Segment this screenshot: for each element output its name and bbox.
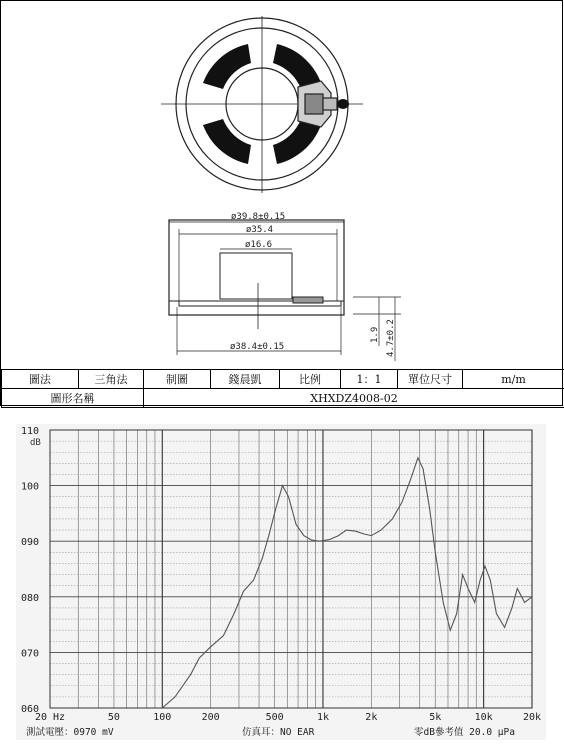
y-tick-label: 100 bbox=[21, 481, 40, 493]
vent-slot bbox=[273, 44, 321, 89]
y-tick-label: 110 bbox=[21, 426, 40, 437]
dim-height-small: 1.9 bbox=[370, 326, 380, 343]
vent-slot bbox=[203, 44, 251, 89]
x-tick-label: 200 bbox=[201, 712, 220, 723]
footer-test-voltage: 測試電壓：0970 mV bbox=[26, 727, 114, 738]
vent-slot bbox=[203, 119, 251, 164]
x-tick-label: 2k bbox=[365, 712, 378, 723]
frequency-response-svg bbox=[16, 424, 546, 740]
vent-slot bbox=[273, 119, 321, 164]
footer-zero-db-reference: 零dB參考值 20.0 μPa bbox=[414, 727, 515, 738]
title-block-row-2 bbox=[2, 389, 564, 408]
y-tick-labels bbox=[21, 426, 39, 715]
frequency-response-chart bbox=[16, 424, 546, 740]
x-tick-label: 10k bbox=[474, 712, 493, 723]
speaker-side-view bbox=[169, 220, 401, 361]
x-tick-labels bbox=[35, 712, 541, 723]
magnet-outline bbox=[220, 253, 292, 299]
speaker-top-view bbox=[161, 16, 363, 193]
x-tick-label: 1k bbox=[316, 712, 329, 723]
dim-magnet-dia: ø16.6 bbox=[245, 240, 273, 250]
y-tick-label: 060 bbox=[21, 704, 40, 715]
value-projection: 三角法 bbox=[79, 370, 144, 389]
y-tick-label: 080 bbox=[21, 592, 40, 604]
value-scale: 1：1 bbox=[341, 370, 398, 389]
dim-inner-dia: ø35.4 bbox=[246, 225, 274, 235]
value-unit: m/m bbox=[463, 370, 564, 389]
dim-outer-dia: ø39.8±0.15 bbox=[231, 212, 286, 222]
grid-major bbox=[50, 430, 532, 708]
dim-height-total: 4.7±0.2 bbox=[386, 319, 396, 357]
x-tick-label: 50 bbox=[107, 712, 120, 723]
solder-terminal bbox=[298, 81, 349, 127]
x-tick-label: 20k bbox=[522, 712, 542, 723]
label-unit: 單位尺寸 bbox=[398, 370, 463, 389]
footer-ear-simulator: 仿真耳：NO EAR bbox=[242, 727, 315, 738]
dim-base-dia: ø38.4±0.15 bbox=[230, 342, 285, 352]
y-tick-label: 090 bbox=[21, 537, 40, 549]
y-axis-unit: dB bbox=[30, 438, 41, 448]
y-tick-label: 070 bbox=[21, 648, 40, 660]
title-block bbox=[1, 369, 564, 408]
x-tick-label: 20 Hz bbox=[34, 712, 66, 723]
value-drawn-by: 錢晨凱 bbox=[211, 370, 280, 389]
part-name: XHXDZ4008-02 bbox=[144, 389, 564, 408]
speaker-technical-drawing bbox=[1, 1, 564, 369]
plot-frame bbox=[50, 430, 532, 708]
label-scale: 比例 bbox=[280, 370, 341, 389]
x-tick-label: 5k bbox=[429, 712, 442, 723]
x-tick-label: 500 bbox=[265, 712, 284, 723]
title-block-row-1 bbox=[2, 370, 564, 389]
label-drawing-name: 圖形名稱 bbox=[2, 389, 144, 408]
label-drawn-by: 制圖 bbox=[144, 370, 211, 389]
terminal-side bbox=[293, 297, 323, 303]
x-tick-label: 100 bbox=[153, 712, 172, 723]
grid-minor bbox=[50, 430, 532, 708]
label-projection: 圖法 bbox=[2, 370, 79, 389]
